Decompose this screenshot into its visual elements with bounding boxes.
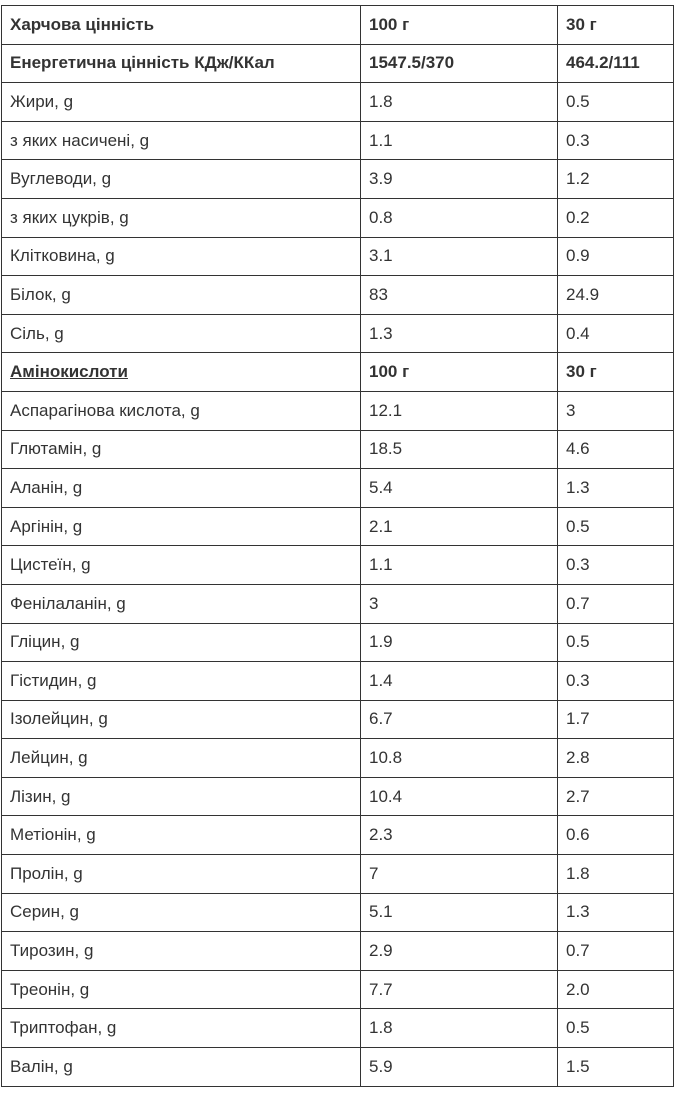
amino-value-30g: 0.5 bbox=[558, 623, 674, 662]
nutrient-row-saturated bbox=[2, 121, 674, 160]
amino-value-30g: 0.7 bbox=[558, 584, 674, 623]
amino-value-100g: 1.8 bbox=[361, 1009, 558, 1048]
amino-value-100g: 2.3 bbox=[361, 816, 558, 855]
amino-row-cysteine bbox=[2, 546, 674, 585]
amino-value-100g: 5.9 bbox=[361, 1048, 558, 1087]
nutrient-label: Вуглеводи, g bbox=[2, 160, 361, 199]
amino-value-100g: 5.1 bbox=[361, 893, 558, 932]
nutrient-label: Клітковина, g bbox=[2, 237, 361, 276]
amino-label: Лейцин, g bbox=[2, 739, 361, 778]
amino-row-aspartic bbox=[2, 391, 674, 430]
amino-row-leucine bbox=[2, 739, 674, 778]
amino-label: Гістидин, g bbox=[2, 662, 361, 701]
amino-value-100g: 2.9 bbox=[361, 932, 558, 971]
amino-row-arginine bbox=[2, 507, 674, 546]
amino-value-100g: 18.5 bbox=[361, 430, 558, 469]
amino-row-tryptophan bbox=[2, 1009, 674, 1048]
amino-value-30g: 0.3 bbox=[558, 662, 674, 701]
nutrient-value-30g: 0.4 bbox=[558, 314, 674, 353]
amino-label: Ізолейцин, g bbox=[2, 700, 361, 739]
nutrient-label: Сіль, g bbox=[2, 314, 361, 353]
nutrition-table-body bbox=[2, 6, 674, 1087]
amino-value-30g: 1.3 bbox=[558, 469, 674, 508]
amino-row-isoleucine bbox=[2, 700, 674, 739]
header-col-30g: 30 г bbox=[558, 6, 674, 45]
amino-label: Аланін, g bbox=[2, 469, 361, 508]
nutrient-value-100g: 0.8 bbox=[361, 198, 558, 237]
nutrient-value-30g: 0.2 bbox=[558, 198, 674, 237]
amino-label: Глютамін, g bbox=[2, 430, 361, 469]
nutrition-table bbox=[1, 5, 674, 1087]
header-row bbox=[2, 6, 674, 45]
amino-value-100g: 10.4 bbox=[361, 777, 558, 816]
amino-label: Триптофан, g bbox=[2, 1009, 361, 1048]
amino-label: Пролін, g bbox=[2, 855, 361, 894]
nutrient-value-100g: 1.1 bbox=[361, 121, 558, 160]
amino-acids-link[interactable]: Амінокислоти bbox=[10, 362, 128, 382]
amino-value-30g: 0.7 bbox=[558, 932, 674, 971]
amino-value-30g: 2.8 bbox=[558, 739, 674, 778]
nutrient-value-30g: 24.9 bbox=[558, 276, 674, 315]
amino-value-100g: 3 bbox=[361, 584, 558, 623]
amino-label: Валін, g bbox=[2, 1048, 361, 1087]
amino-value-100g: 1.4 bbox=[361, 662, 558, 701]
amino-value-30g: 0.6 bbox=[558, 816, 674, 855]
amino-value-30g: 0.3 bbox=[558, 546, 674, 585]
nutrient-value-100g: 1.3 bbox=[361, 314, 558, 353]
energy-value-100g: 1547.5/370 bbox=[361, 44, 558, 83]
nutrient-label: з яких цукрів, g bbox=[2, 198, 361, 237]
amino-row-phenylalanine bbox=[2, 584, 674, 623]
amino-value-30g: 2.7 bbox=[558, 777, 674, 816]
amino-value-100g: 10.8 bbox=[361, 739, 558, 778]
nutrient-value-100g: 1.8 bbox=[361, 83, 558, 122]
amino-row-glycine bbox=[2, 623, 674, 662]
nutrient-row-fiber bbox=[2, 237, 674, 276]
nutrient-value-30g: 1.2 bbox=[558, 160, 674, 199]
amino-label: Тирозин, g bbox=[2, 932, 361, 971]
amino-label: Цистеїн, g bbox=[2, 546, 361, 585]
nutrient-row-protein bbox=[2, 276, 674, 315]
amino-value-100g: 12.1 bbox=[361, 391, 558, 430]
nutrient-value-30g: 0.9 bbox=[558, 237, 674, 276]
nutrient-value-30g: 0.3 bbox=[558, 121, 674, 160]
amino-label: Гліцин, g bbox=[2, 623, 361, 662]
amino-row-glutamine bbox=[2, 430, 674, 469]
amino-row-lysine bbox=[2, 777, 674, 816]
amino-value-30g: 1.8 bbox=[558, 855, 674, 894]
amino-label: Серин, g bbox=[2, 893, 361, 932]
energy-label: Енергетична цінність КДж/ККал bbox=[2, 44, 361, 83]
amino-label: Аргінін, g bbox=[2, 507, 361, 546]
nutrient-value-30g: 0.5 bbox=[558, 83, 674, 122]
amino-row-alanine bbox=[2, 469, 674, 508]
nutrient-value-100g: 83 bbox=[361, 276, 558, 315]
amino-label: Аспарагінова кислота, g bbox=[2, 391, 361, 430]
nutrient-row-fat bbox=[2, 83, 674, 122]
amino-value-100g: 6.7 bbox=[361, 700, 558, 739]
amino-value-30g: 0.5 bbox=[558, 1009, 674, 1048]
amino-row-tyrosine bbox=[2, 932, 674, 971]
amino-value-100g: 7 bbox=[361, 855, 558, 894]
energy-row bbox=[2, 44, 674, 83]
amino-value-30g: 4.6 bbox=[558, 430, 674, 469]
amino-row-serine bbox=[2, 893, 674, 932]
amino-value-100g: 1.1 bbox=[361, 546, 558, 585]
amino-value-100g: 7.7 bbox=[361, 970, 558, 1009]
nutrient-label: з яких насичені, g bbox=[2, 121, 361, 160]
nutrient-row-salt bbox=[2, 314, 674, 353]
amino-row-histidine bbox=[2, 662, 674, 701]
amino-value-100g: 5.4 bbox=[361, 469, 558, 508]
amino-label: Лізин, g bbox=[2, 777, 361, 816]
header-col-100g: 100 г bbox=[361, 6, 558, 45]
amino-header-cell bbox=[2, 353, 361, 392]
amino-label: Метіонін, g bbox=[2, 816, 361, 855]
amino-label: Треонін, g bbox=[2, 970, 361, 1009]
amino-value-30g: 1.3 bbox=[558, 893, 674, 932]
amino-value-100g: 2.1 bbox=[361, 507, 558, 546]
amino-value-100g: 1.9 bbox=[361, 623, 558, 662]
amino-row-methionine bbox=[2, 816, 674, 855]
amino-header-row bbox=[2, 353, 674, 392]
energy-value-30g: 464.2/111 bbox=[558, 44, 674, 83]
nutrient-label: Жири, g bbox=[2, 83, 361, 122]
amino-row-valine bbox=[2, 1048, 674, 1087]
amino-value-30g: 1.7 bbox=[558, 700, 674, 739]
amino-value-30g: 2.0 bbox=[558, 970, 674, 1009]
nutrient-value-100g: 3.9 bbox=[361, 160, 558, 199]
amino-value-30g: 0.5 bbox=[558, 507, 674, 546]
amino-row-proline bbox=[2, 855, 674, 894]
amino-value-30g: 1.5 bbox=[558, 1048, 674, 1087]
nutrient-label: Білок, g bbox=[2, 276, 361, 315]
header-label: Харчова цінність bbox=[2, 6, 361, 45]
amino-label: Фенілаланін, g bbox=[2, 584, 361, 623]
amino-header-col-30g: 30 г bbox=[558, 353, 674, 392]
nutrient-row-sugars bbox=[2, 198, 674, 237]
nutrient-value-100g: 3.1 bbox=[361, 237, 558, 276]
amino-value-30g: 3 bbox=[558, 391, 674, 430]
amino-header-col-100g: 100 г bbox=[361, 353, 558, 392]
nutrient-row-carbs bbox=[2, 160, 674, 199]
amino-row-threonine bbox=[2, 970, 674, 1009]
